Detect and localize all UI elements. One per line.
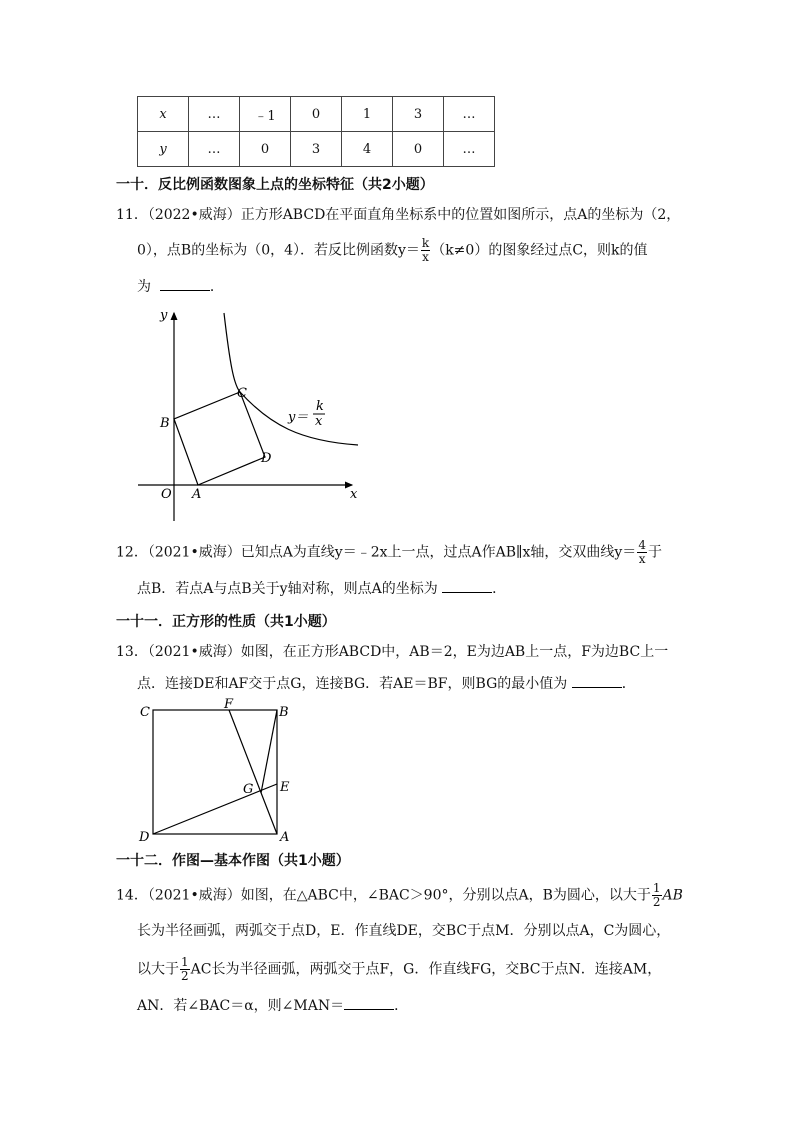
section-title-12: 一十二．作图—基本作图（共1小题） (116, 853, 350, 869)
table-cell: 3 (393, 97, 444, 132)
q14-fraction-1 (652, 882, 662, 909)
table-cell: … (189, 132, 240, 167)
q11-figure (130, 305, 370, 525)
q13-line1: 13．（2021•威海）如图，在正方形ABCD中，AB＝2，E为边AB上一点，F为边BC上一 (116, 644, 669, 660)
fraction-numerator: 1 (652, 881, 661, 895)
table-cell: x (138, 97, 189, 132)
q14-line1b: AB (662, 887, 683, 904)
value-table (137, 96, 495, 167)
segment-af (229, 710, 277, 834)
table-cell: 0 (291, 97, 342, 132)
q14-fraction-2 (180, 956, 190, 983)
q14-line4 (137, 995, 408, 1016)
q11-line2a: 0），点B的坐标为（0，4）．若反比例函数y＝ (137, 242, 420, 259)
q14-line3b: AC长为半径画弧，两弧交于点F，G．作直线FG，交BC于点N．连接AM， (190, 961, 662, 978)
curve-numerator: k (316, 399, 324, 414)
point-d-label: D (261, 451, 272, 466)
table-cell: … (189, 97, 240, 132)
q12-line2: 点B．若点A与点B关于y轴对称，则点A的坐标为 ． (137, 578, 506, 599)
q13-line2-text: 点．连接DE和AF交于点G，连接BG．若AE＝BF，则BG的最小值为 (137, 676, 568, 692)
point-f-label: F (224, 698, 234, 712)
table-cell: 0 (393, 132, 444, 167)
q12-line1a: 12．（2021•威海）已知点A为直线y＝﹣2x上一点，过点A作AB∥x轴，交双曲线y＝ (116, 544, 637, 561)
q11-line2b: （k≠0）的图象经过点C，则k的值 (431, 242, 648, 259)
fraction-numerator: 4 (638, 538, 646, 552)
table-cell: 1 (342, 97, 393, 132)
answer-blank[interactable] (442, 578, 492, 593)
answer-blank[interactable] (344, 995, 394, 1010)
y-axis-label: y (160, 308, 168, 323)
q13-line2-end: ． (621, 676, 636, 692)
point-a-label: A (192, 487, 202, 502)
table-cell: 0 (240, 132, 291, 167)
table-cell: ﹣1 (240, 97, 291, 132)
q14-line3 (137, 956, 661, 983)
q12-line1 (116, 539, 662, 566)
origin-label: O (161, 487, 172, 502)
segment-de (153, 784, 277, 834)
curve-label: y＝ (288, 410, 309, 425)
x-axis-label: x (350, 487, 358, 502)
table-row (138, 97, 495, 132)
point-a-label: A (280, 830, 290, 845)
point-b-label: B (160, 416, 170, 431)
table-cell: 3 (291, 132, 342, 167)
section-title-11: 一十一．正方形的性质（共1小题） (116, 614, 336, 630)
fraction-denominator: 2 (181, 969, 189, 983)
table-cell: … (444, 132, 495, 167)
hyperbola-curve (224, 313, 358, 445)
point-g-label: G (243, 782, 254, 797)
section-title-10: 一十．反比例函数图象上点的坐标特征（共2小题） (116, 177, 434, 193)
q11-line3: 为 ． (137, 276, 224, 297)
q12-line1b: 于 (647, 544, 662, 561)
q12-fraction (637, 539, 647, 566)
point-c-label: C (237, 386, 247, 401)
fraction-numerator: 1 (181, 955, 189, 969)
point-b-label: B (279, 705, 289, 720)
fraction-denominator: x (638, 552, 646, 566)
segment-bg (261, 710, 277, 793)
q14-line3a: 以大于 (137, 961, 179, 978)
table-cell: … (444, 97, 495, 132)
q11-line1: 11．（2022•威海）正方形ABCD在平面直角坐标系中的位置如图所示，点A的坐标为（2， (116, 207, 681, 223)
q14-line1a: 14．（2021•威海）如图，在△ABC中，∠BAC＞90°，分别以点A，B为圆心，以大于 (116, 887, 651, 904)
q13-line2 (137, 673, 636, 694)
fraction-denominator: x (422, 250, 429, 264)
curve-denominator: x (315, 414, 323, 429)
point-d-label: D (139, 830, 150, 845)
fraction-numerator: k (421, 236, 430, 250)
q14-line1 (116, 882, 683, 909)
q11-line2 (137, 237, 648, 264)
q14-line2: 长为半径画弧，两弧交于点D，E．作直线DE，交BC于点M．分别以点A，C为圆心， (137, 923, 671, 939)
q14-line4-end: ． (394, 998, 409, 1014)
table-cell: 4 (342, 132, 393, 167)
table-row (138, 132, 495, 167)
answer-blank[interactable] (160, 276, 210, 291)
point-c-label: C (140, 705, 150, 720)
q14-line4-text: AN．若∠BAC＝α，则∠MAN＝ (137, 998, 345, 1014)
q12-line2-text: 点B．若点A与点B关于y轴对称，则点A的坐标为 (137, 581, 438, 597)
q11-line3-text: 为 (137, 279, 151, 295)
q13-figure (135, 698, 295, 846)
point-e-label: E (280, 780, 290, 795)
square-abcd (174, 392, 265, 485)
answer-blank[interactable] (572, 673, 622, 688)
q11-fraction (421, 237, 430, 264)
square-abcd (153, 710, 277, 834)
fraction-denominator: 2 (652, 895, 661, 909)
table-cell: y (138, 132, 189, 167)
